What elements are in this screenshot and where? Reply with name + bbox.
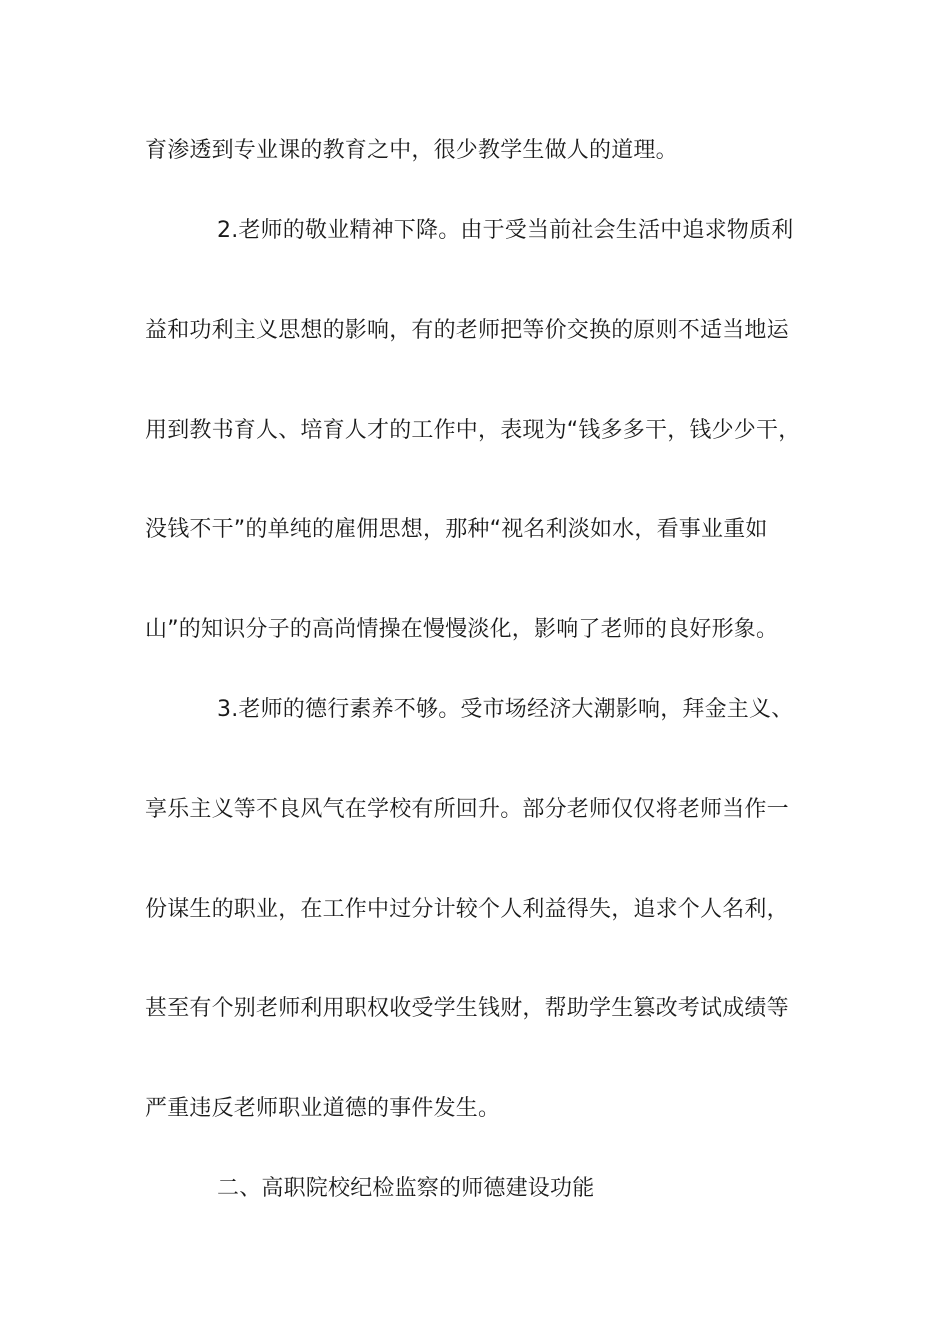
text-line-9: 份谋生的职业，在工作中过分计较个人利益得失，追求个人名利， <box>145 897 789 922</box>
text-line-8: 享乐主义等不良风气在学校有所回升。部分老师仅仅将老师当作一 <box>145 797 789 822</box>
text-line-2: 2.老师的敬业精神下降。由于受当前社会生活中追求物质利 <box>217 218 794 243</box>
text-line-6: 山”的知识分子的高尚情操在慢慢淡化，影响了老师的良好形象。 <box>145 617 779 642</box>
text-line-11: 严重违反老师职业道德的事件发生。 <box>145 1096 501 1121</box>
text-line-5: 没钱不干”的单纯的雇佣思想，那种“视名利淡如水，看事业重如 <box>145 517 768 542</box>
text-line-1: 育渗透到专业课的教育之中，很少教学生做人的道理。 <box>145 138 678 163</box>
section-heading: 二、高职院校纪检监察的师德建设功能 <box>217 1176 595 1201</box>
text-line-7: 3.老师的德行素养不够。受市场经济大潮影响，拜金主义、 <box>217 697 794 722</box>
text-line-3: 益和功利主义思想的影响，有的老师把等价交换的原则不适当地运 <box>145 318 789 343</box>
text-line-4: 用到教书育人、培育人才的工作中，表现为“钱多多干，钱少少干， <box>145 418 801 443</box>
text-line-10: 甚至有个别老师利用职权收受学生钱财，帮助学生篡改考试成绩等 <box>145 996 789 1021</box>
